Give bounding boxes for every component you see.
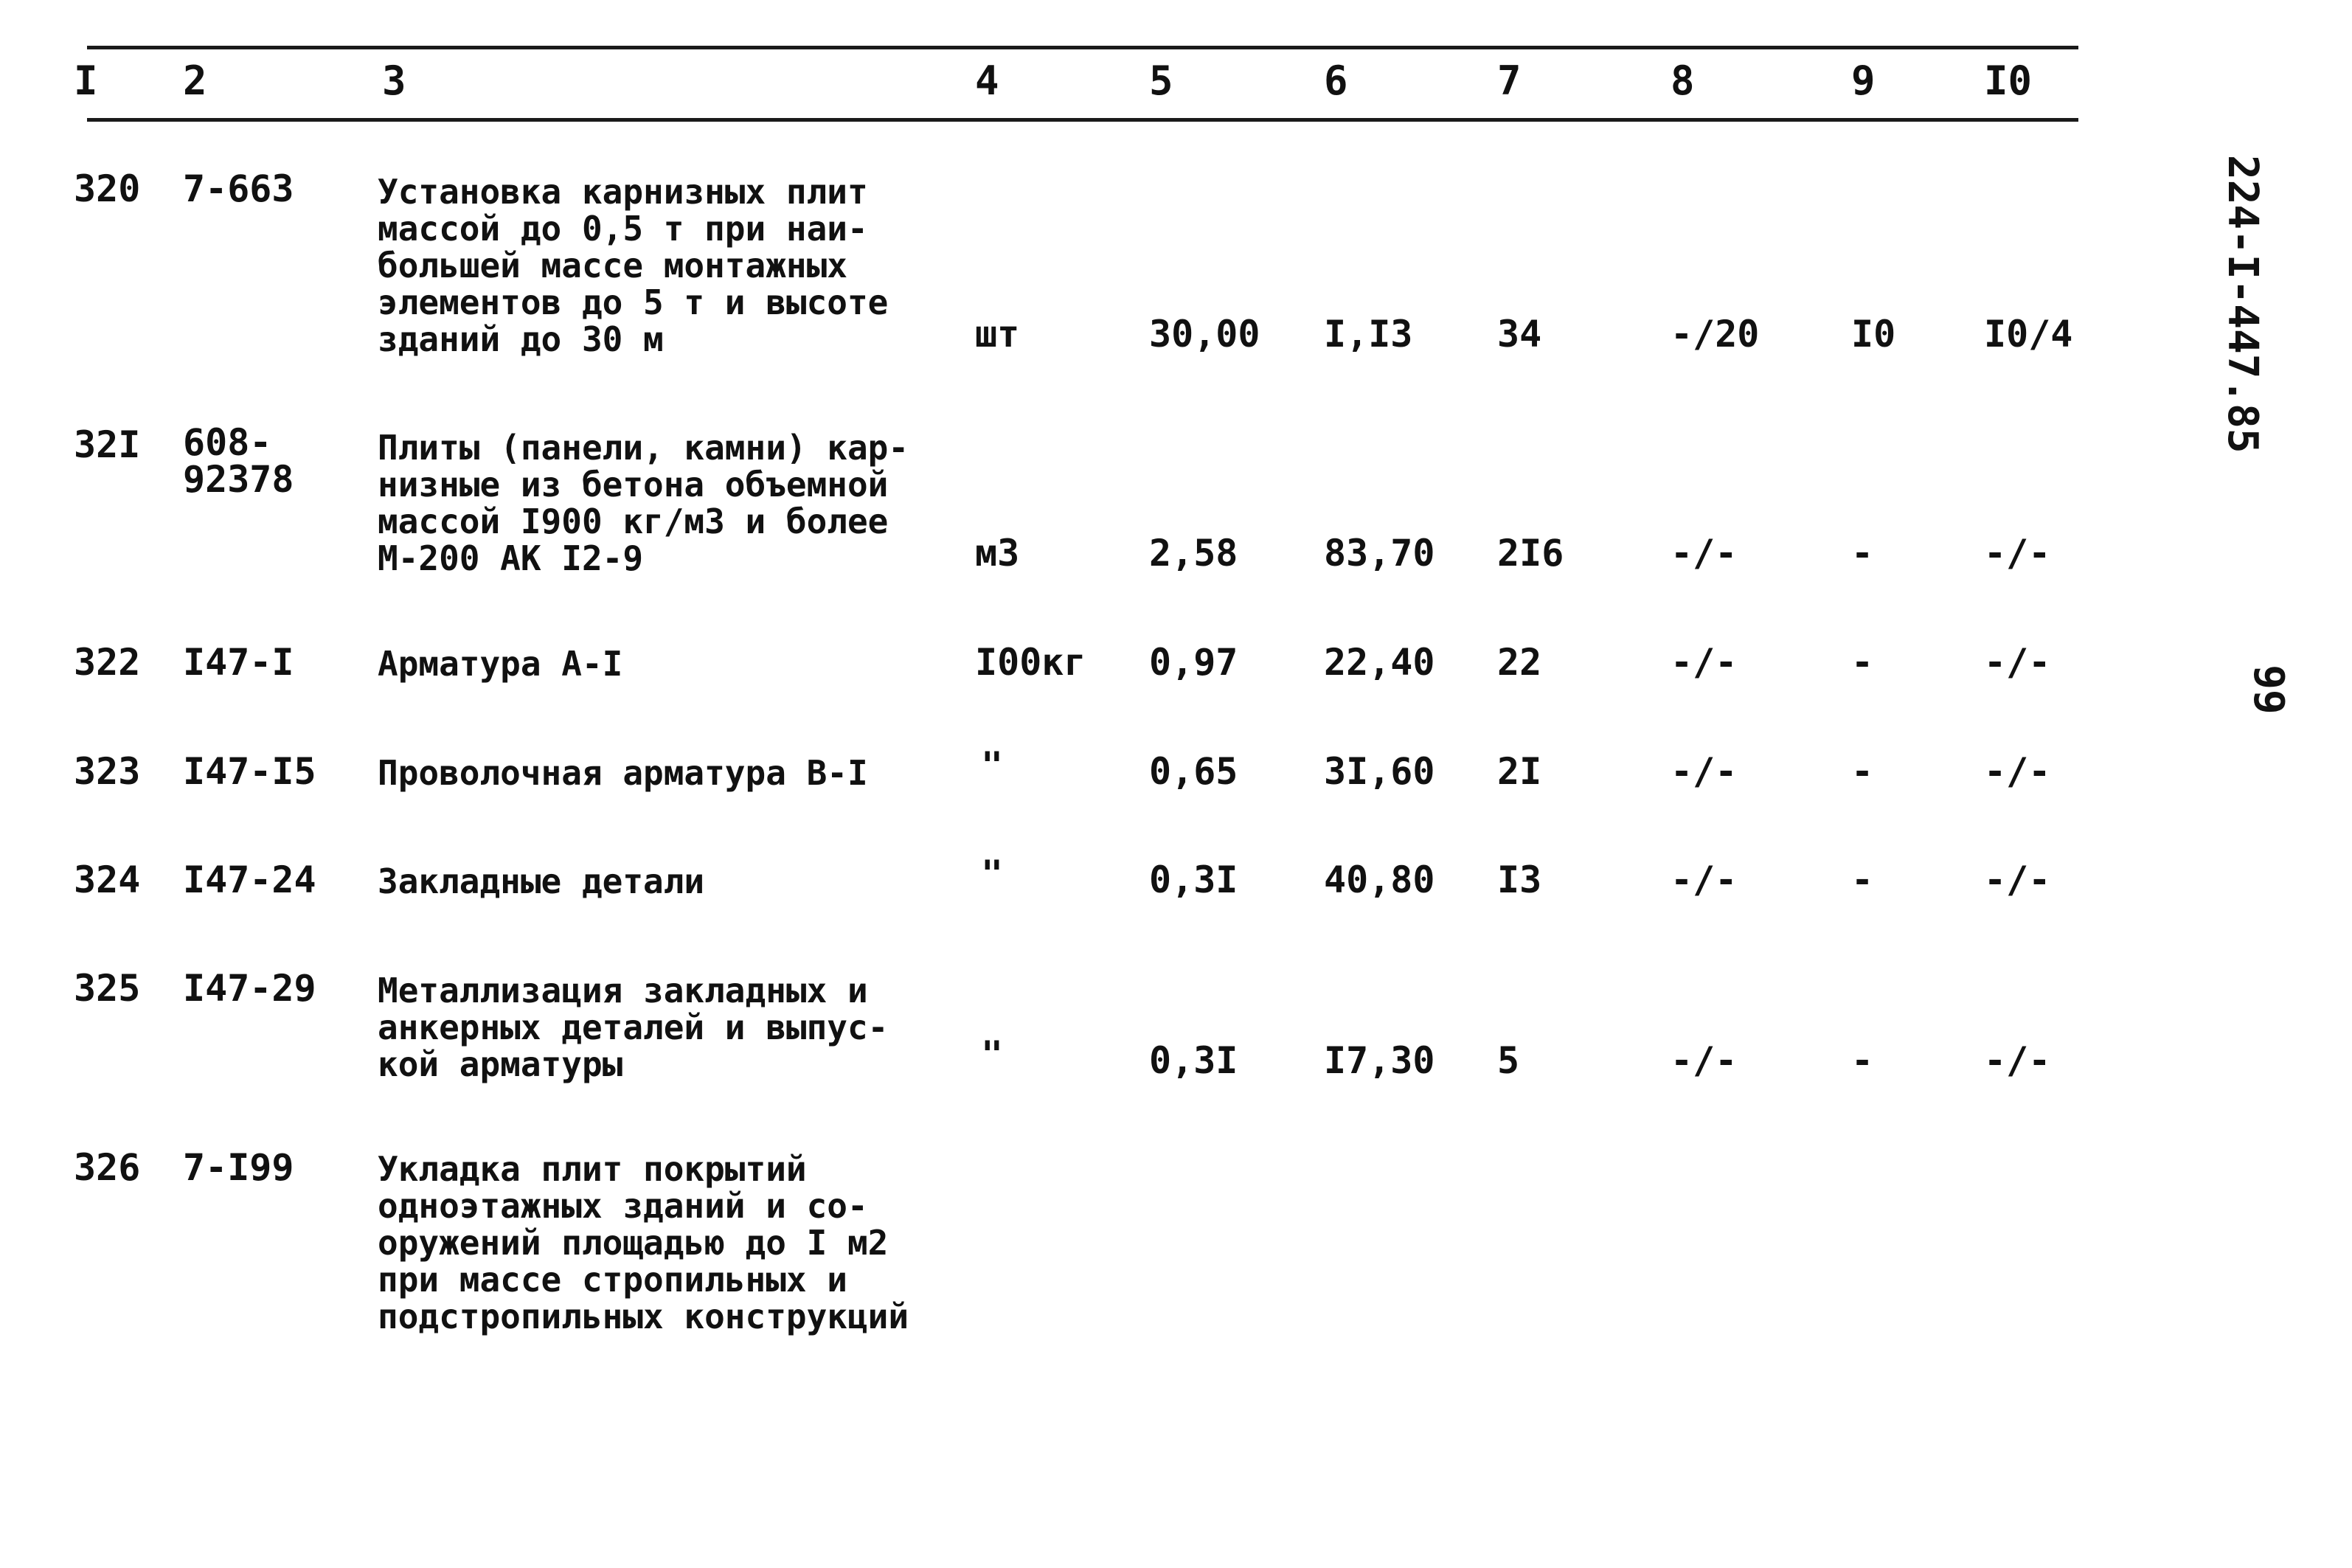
row-code: I47-24 bbox=[183, 858, 316, 901]
header-col-10: I0 bbox=[1984, 58, 2033, 104]
row-price: 3I,60 bbox=[1324, 750, 1435, 793]
row-col-9: - bbox=[1851, 1039, 1874, 1082]
row-total: 5 bbox=[1497, 1039, 1520, 1082]
row-unit: " bbox=[981, 1033, 1004, 1076]
row-total: 2I bbox=[1497, 750, 1542, 793]
header-col-4: 4 bbox=[975, 58, 999, 104]
row-quantity: 2,58 bbox=[1149, 532, 1238, 575]
row-number: 322 bbox=[74, 641, 141, 684]
row-col-9: - bbox=[1851, 750, 1874, 793]
row-unit: I00кг bbox=[975, 641, 1086, 684]
row-col-9: - bbox=[1851, 858, 1874, 901]
row-number: 320 bbox=[74, 167, 141, 210]
row-col-9: I0 bbox=[1851, 313, 1896, 355]
row-col-8: -/- bbox=[1671, 858, 1738, 901]
row-description: Закладные детали bbox=[378, 861, 705, 901]
row-col-10: -/- bbox=[1984, 1039, 2051, 1082]
row-col-8: -/20 bbox=[1671, 313, 1760, 355]
row-description: Укладка плит покрытий одноэтажных зданий и со- оружений площадью до I м2 при массе стропильных и подстропильных конструкций bbox=[378, 1149, 909, 1336]
row-col-8: -/- bbox=[1671, 750, 1738, 793]
row-number: 325 bbox=[74, 967, 141, 1010]
header-rule bbox=[87, 118, 2078, 122]
row-code: 7-663 bbox=[183, 167, 294, 210]
row-code: I47-29 bbox=[183, 967, 316, 1010]
row-total: 34 bbox=[1497, 313, 1542, 355]
row-description: Металлизация закладных и анкерных деталей и выпус- кой арматуры bbox=[378, 971, 889, 1084]
row-description: Установка карнизных плит массой до 0,5 т при наи- большей массе монтажных элементов до 5 т и высоте зданий до 30 м bbox=[378, 172, 889, 359]
row-description: Проволочная арматура В-I bbox=[378, 753, 868, 793]
document-code: 224-I-447.85 bbox=[2219, 155, 2266, 454]
row-col-8: -/- bbox=[1671, 532, 1738, 575]
row-number: 323 bbox=[74, 750, 141, 793]
row-price: I,I3 bbox=[1324, 313, 1413, 355]
header-col-2: 2 bbox=[183, 58, 207, 104]
row-col-10: -/- bbox=[1984, 750, 2051, 793]
row-col-10: -/- bbox=[1984, 641, 2051, 684]
row-number: 32I bbox=[74, 423, 141, 466]
header-col-9: 9 bbox=[1851, 58, 1876, 104]
row-total: 2I6 bbox=[1497, 532, 1564, 575]
row-price: 40,80 bbox=[1324, 858, 1435, 901]
row-price: I7,30 bbox=[1324, 1039, 1435, 1082]
row-quantity: 30,00 bbox=[1149, 313, 1260, 355]
row-price: 83,70 bbox=[1324, 532, 1435, 575]
row-quantity: 0,3I bbox=[1149, 858, 1238, 901]
row-total: 22 bbox=[1497, 641, 1542, 684]
header-col-5: 5 bbox=[1149, 58, 1173, 104]
row-description: Арматура А-I bbox=[378, 644, 623, 684]
row-unit: " bbox=[981, 744, 1004, 787]
header-col-6: 6 bbox=[1324, 58, 1348, 104]
row-col-8: -/- bbox=[1671, 1039, 1738, 1082]
row-unit: " bbox=[981, 853, 1004, 895]
row-total: I3 bbox=[1497, 858, 1542, 901]
row-quantity: 0,3I bbox=[1149, 1039, 1238, 1082]
row-code: 608- 92378 bbox=[183, 421, 294, 501]
row-unit: м3 bbox=[975, 532, 1020, 575]
row-col-10: -/- bbox=[1984, 532, 2051, 575]
row-number: 324 bbox=[74, 858, 141, 901]
header-col-7: 7 bbox=[1497, 58, 1522, 104]
row-number: 326 bbox=[74, 1146, 141, 1189]
row-col-8: -/- bbox=[1671, 641, 1738, 684]
row-code: I47-I bbox=[183, 641, 294, 684]
row-unit: шт bbox=[975, 313, 1020, 355]
row-quantity: 0,97 bbox=[1149, 641, 1238, 684]
top-rule bbox=[87, 46, 2078, 49]
row-col-10: I0/4 bbox=[1984, 313, 2073, 355]
page-number: 99 bbox=[2244, 665, 2292, 715]
row-quantity: 0,65 bbox=[1149, 750, 1238, 793]
row-code: 7-I99 bbox=[183, 1146, 294, 1189]
header-col-1: I bbox=[74, 58, 98, 104]
row-col-9: - bbox=[1851, 532, 1874, 575]
row-col-9: - bbox=[1851, 641, 1874, 684]
header-col-8: 8 bbox=[1671, 58, 1695, 104]
row-description: Плиты (панели, камни) кар- низные из бетона объемной массой I900 кг/м3 и более М-200 АК I2-9 bbox=[378, 428, 909, 578]
header-col-3: 3 bbox=[382, 58, 406, 104]
row-code: I47-I5 bbox=[183, 750, 316, 793]
row-price: 22,40 bbox=[1324, 641, 1435, 684]
row-col-10: -/- bbox=[1984, 858, 2051, 901]
